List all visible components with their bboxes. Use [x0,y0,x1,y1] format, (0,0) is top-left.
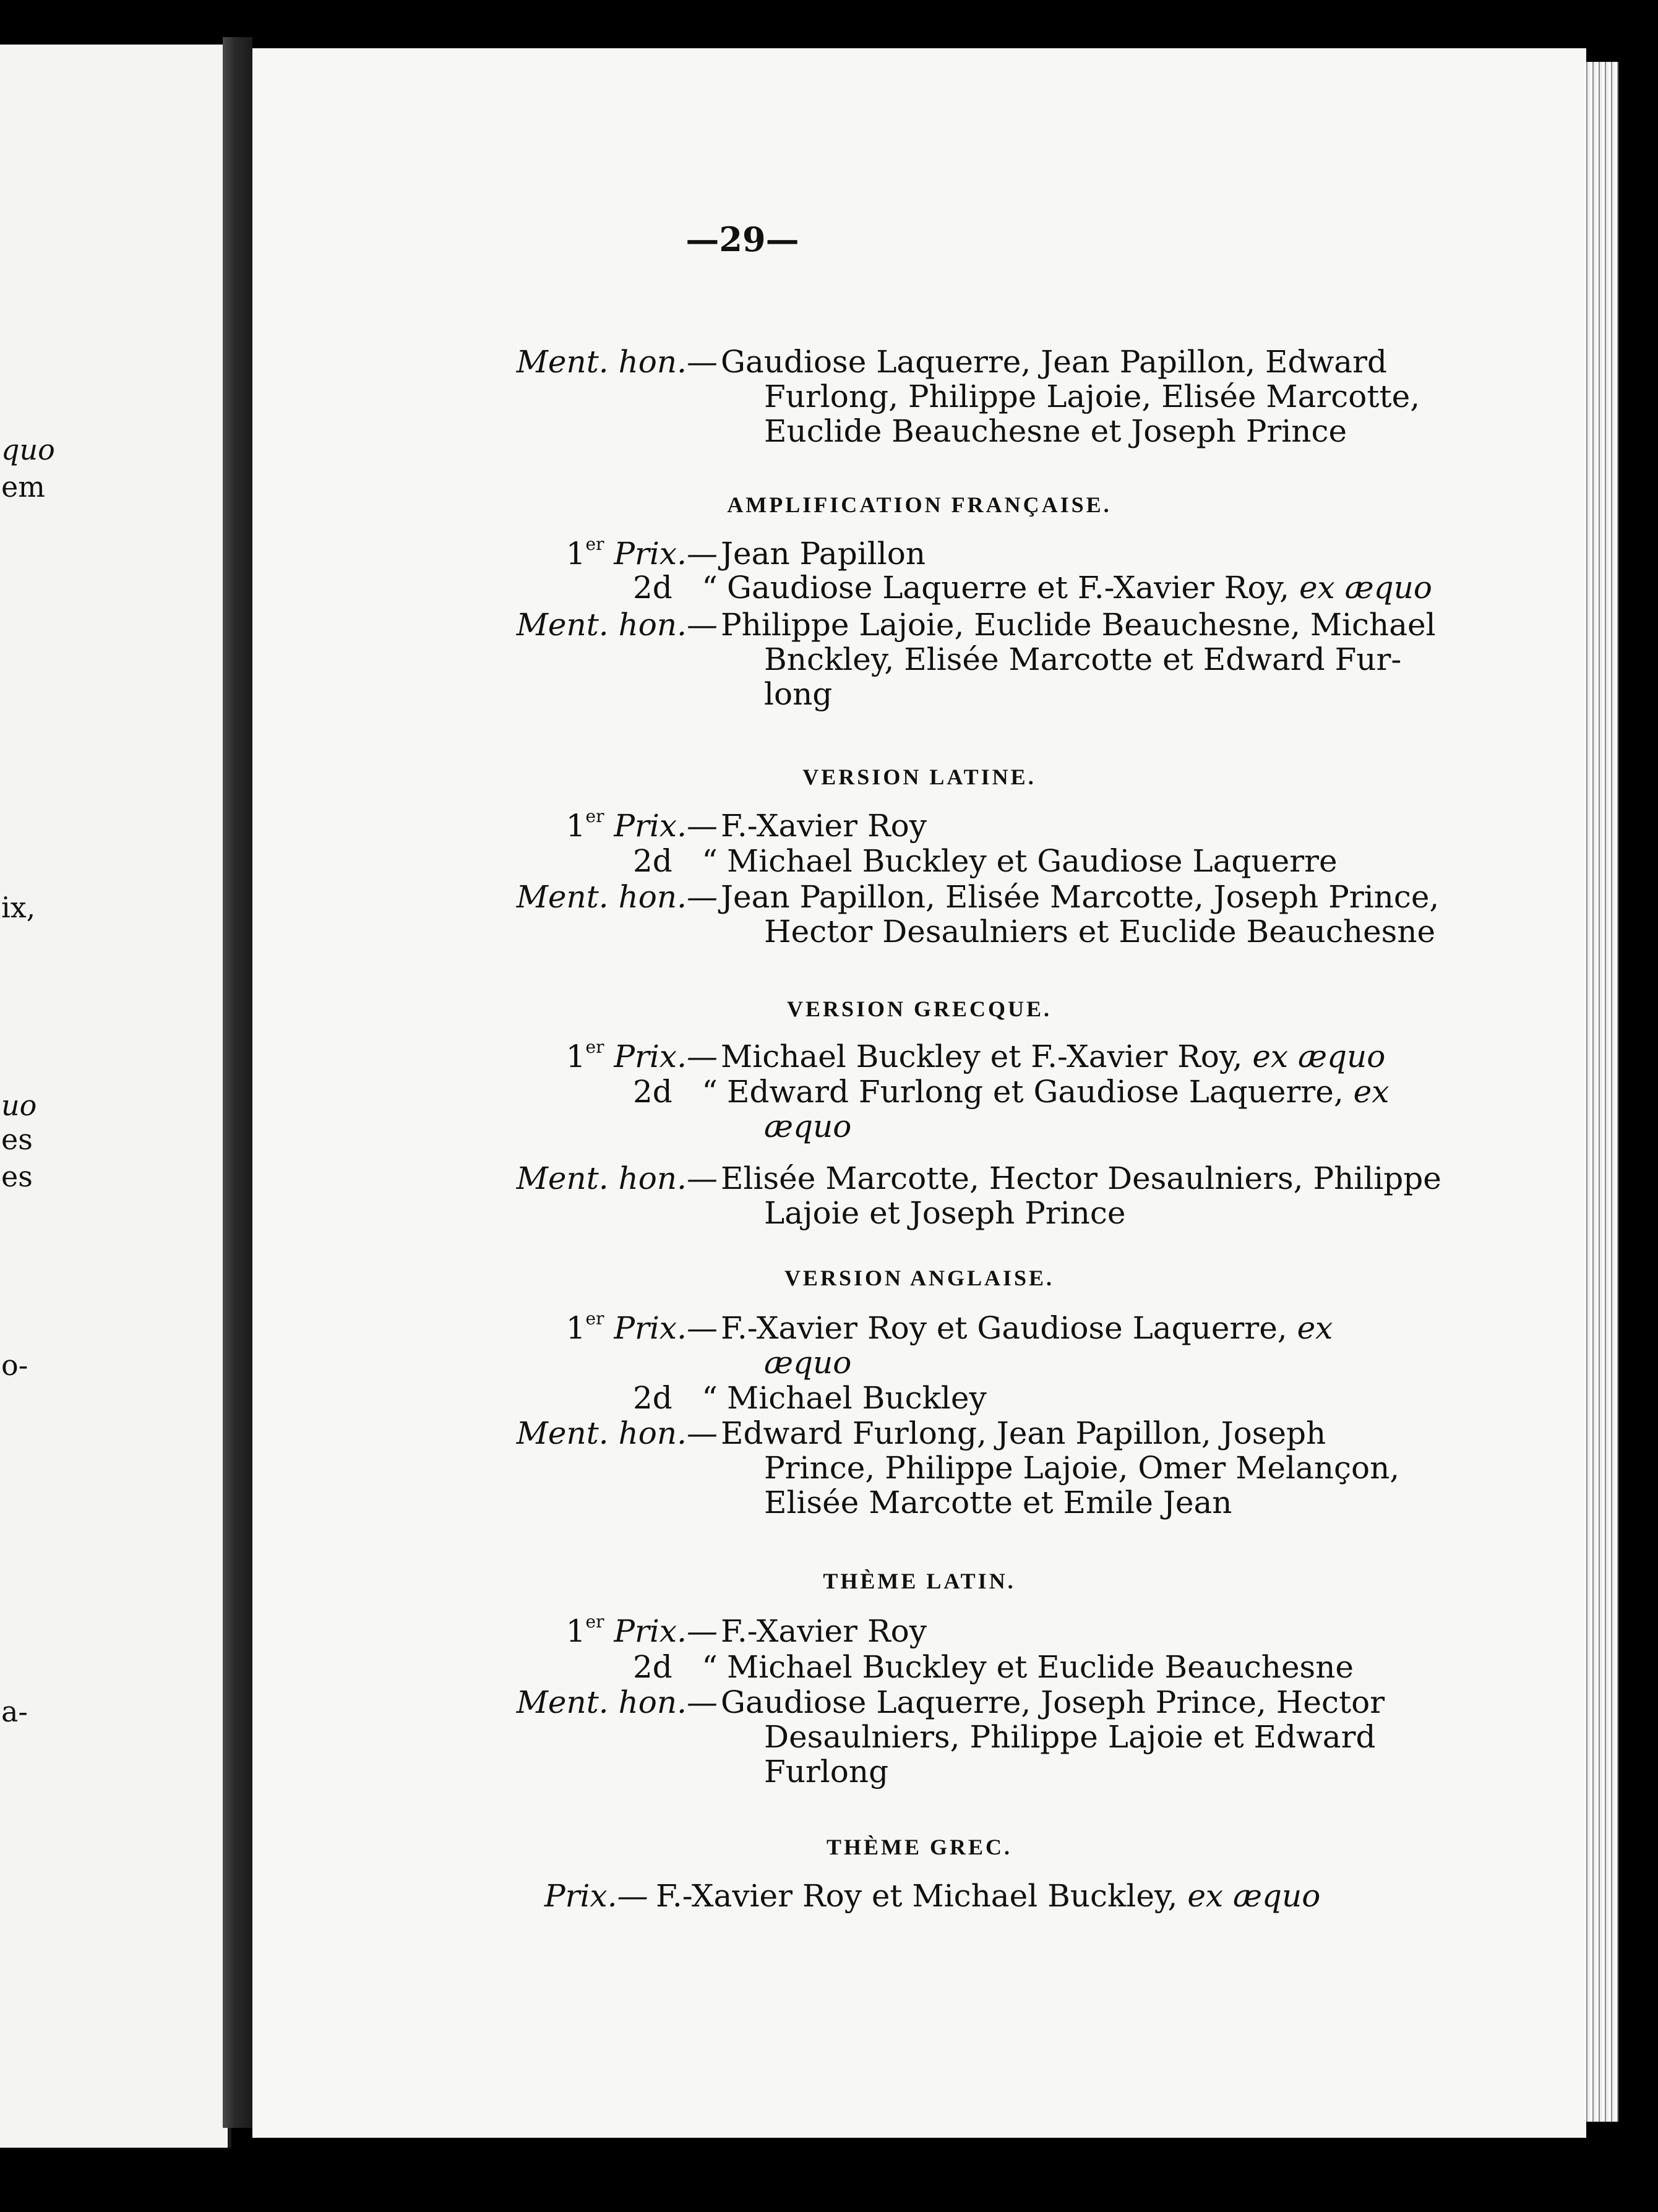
prize-label: 2d “ [632,1649,718,1685]
prize-line: Bnckley, Elisée Marcotte et Edward Fur- [764,641,1402,677]
prize-line: F.-Xavier Roy et Michael Buckley, ex æquo [656,1878,1321,1914]
prize-line: Furlong, Philippe Lajoie, Elisée Marcotte, [764,379,1420,414]
prize-label [565,1037,718,1074]
left-page-fragment: quo [1,433,55,466]
prize-label: 2d “ [632,1380,718,1416]
section-heading: THÈME GREC. [826,1835,1013,1859]
prize-line: Gaudiose Laquerre, Joseph Prince, Hector [721,1684,1385,1720]
prize-line: Prince, Philippe Lajoie, Omer Melançon, [764,1450,1400,1486]
section-heading: VERSION ANGLAISE. [784,1266,1055,1290]
section-heading: THÈME LATIN. [823,1569,1016,1593]
prize-label: Prix.— [544,1878,648,1914]
left-page-fragment: es [1,1123,33,1156]
prize-rank-suffix: er [585,1037,604,1057]
prize-rank-suffix: er [585,806,604,826]
prize-line: Gaudiose Laquerre et F.-Xavier Roy, ex æquo [727,570,1432,606]
prize-line: F.-Xavier Roy et Gaudiose Laquerre, ex [721,1310,1333,1346]
prize-line: Michael Buckley et Euclide Beauchesne [727,1649,1354,1685]
prize-label: Ment. hon.— [516,344,718,380]
prize-line: Edward Furlong, Jean Papillon, Joseph [721,1415,1326,1451]
prize-line: long [764,676,833,712]
prize-label: 2d “ [632,570,718,606]
prize-rank: 1 [565,1039,586,1074]
prize-label: Ment. hon.— [516,1160,718,1196]
left-page-fragment: uo [1,1089,37,1122]
prize-line: Euclide Beauchesne et Joseph Prince [764,413,1347,449]
prize-line: Furlong [764,1754,889,1790]
prize-line: Philippe Lajoie, Euclide Beauchesne, Michael [721,607,1436,643]
prize-label: 2d “ [632,843,718,879]
prize-label [565,534,718,572]
prize-line: Michael Buckley et F.-Xavier Roy, ex æquo [721,1039,1386,1074]
prize-label-text: Prix.— [604,1310,718,1346]
prize-line: Michael Buckley et Gaudiose Laquerre [727,843,1338,879]
section-heading: VERSION LATINE. [802,765,1036,789]
left-page-fragment: a- [1,1695,28,1728]
prize-label [565,1611,718,1649]
prize-label: Ment. hon.— [516,607,718,643]
prize-line: Lajoie et Joseph Prince [764,1195,1126,1231]
prize-line: F.-Xavier Roy [721,1613,927,1649]
prize-rank-suffix: er [585,1611,604,1632]
prize-rank: 1 [565,1613,586,1649]
prize-label: Ment. hon.— [516,1415,718,1451]
prize-line: Elisée Marcotte et Emile Jean [764,1485,1232,1520]
prize-rank-suffix: er [585,534,604,554]
left-page-fragment: em [1,470,45,504]
book-gutter [223,37,252,2128]
prize-label: Ment. hon.— [516,1684,718,1720]
prize-label-text: Prix.— [604,536,718,572]
prize-label: Ment. hon.— [516,879,718,915]
prize-line: æquo [764,1345,852,1381]
prize-line: Edward Furlong et Gaudiose Laquerre, ex [727,1074,1390,1110]
prize-line: Jean Papillon, Elisée Marcotte, Joseph Prince, [721,879,1440,915]
prize-rank-suffix: er [585,1308,604,1329]
page-edge [1584,62,1618,2122]
prize-line: Hector Desaulniers et Euclide Beauchesne [764,914,1436,950]
prize-rank: 1 [565,1310,586,1346]
prize-rank: 1 [565,536,586,572]
prize-line: æquo [764,1108,852,1144]
prize-line: Elisée Marcotte, Hector Desaulniers, Philippe [721,1160,1441,1196]
prize-line: Gaudiose Laquerre, Jean Papillon, Edward [721,344,1388,380]
prize-rank: 1 [565,808,586,844]
prize-line: Michael Buckley [727,1380,987,1416]
prize-line: F.-Xavier Roy [721,808,927,844]
prize-label-text: Prix.— [604,1613,718,1649]
left-page-fragment: ix, [1,891,36,924]
prize-label [565,1308,718,1346]
prize-label-text: Prix.— [604,1039,718,1074]
prize-line: Jean Papillon [721,536,926,572]
prize-label: 2d “ [632,1074,718,1110]
prize-label-text: Prix.— [604,808,718,844]
prize-line: Desaulniers, Philippe Lajoie et Edward [764,1719,1376,1755]
section-heading: VERSION GRECQUE. [786,997,1052,1021]
left-page-fragment: es [1,1160,33,1193]
prize-label [565,806,718,844]
section-heading: AMPLIFICATION FRANÇAISE. [727,492,1112,517]
page-number: —29— [685,220,799,259]
left-page-fragment: o- [1,1348,28,1382]
